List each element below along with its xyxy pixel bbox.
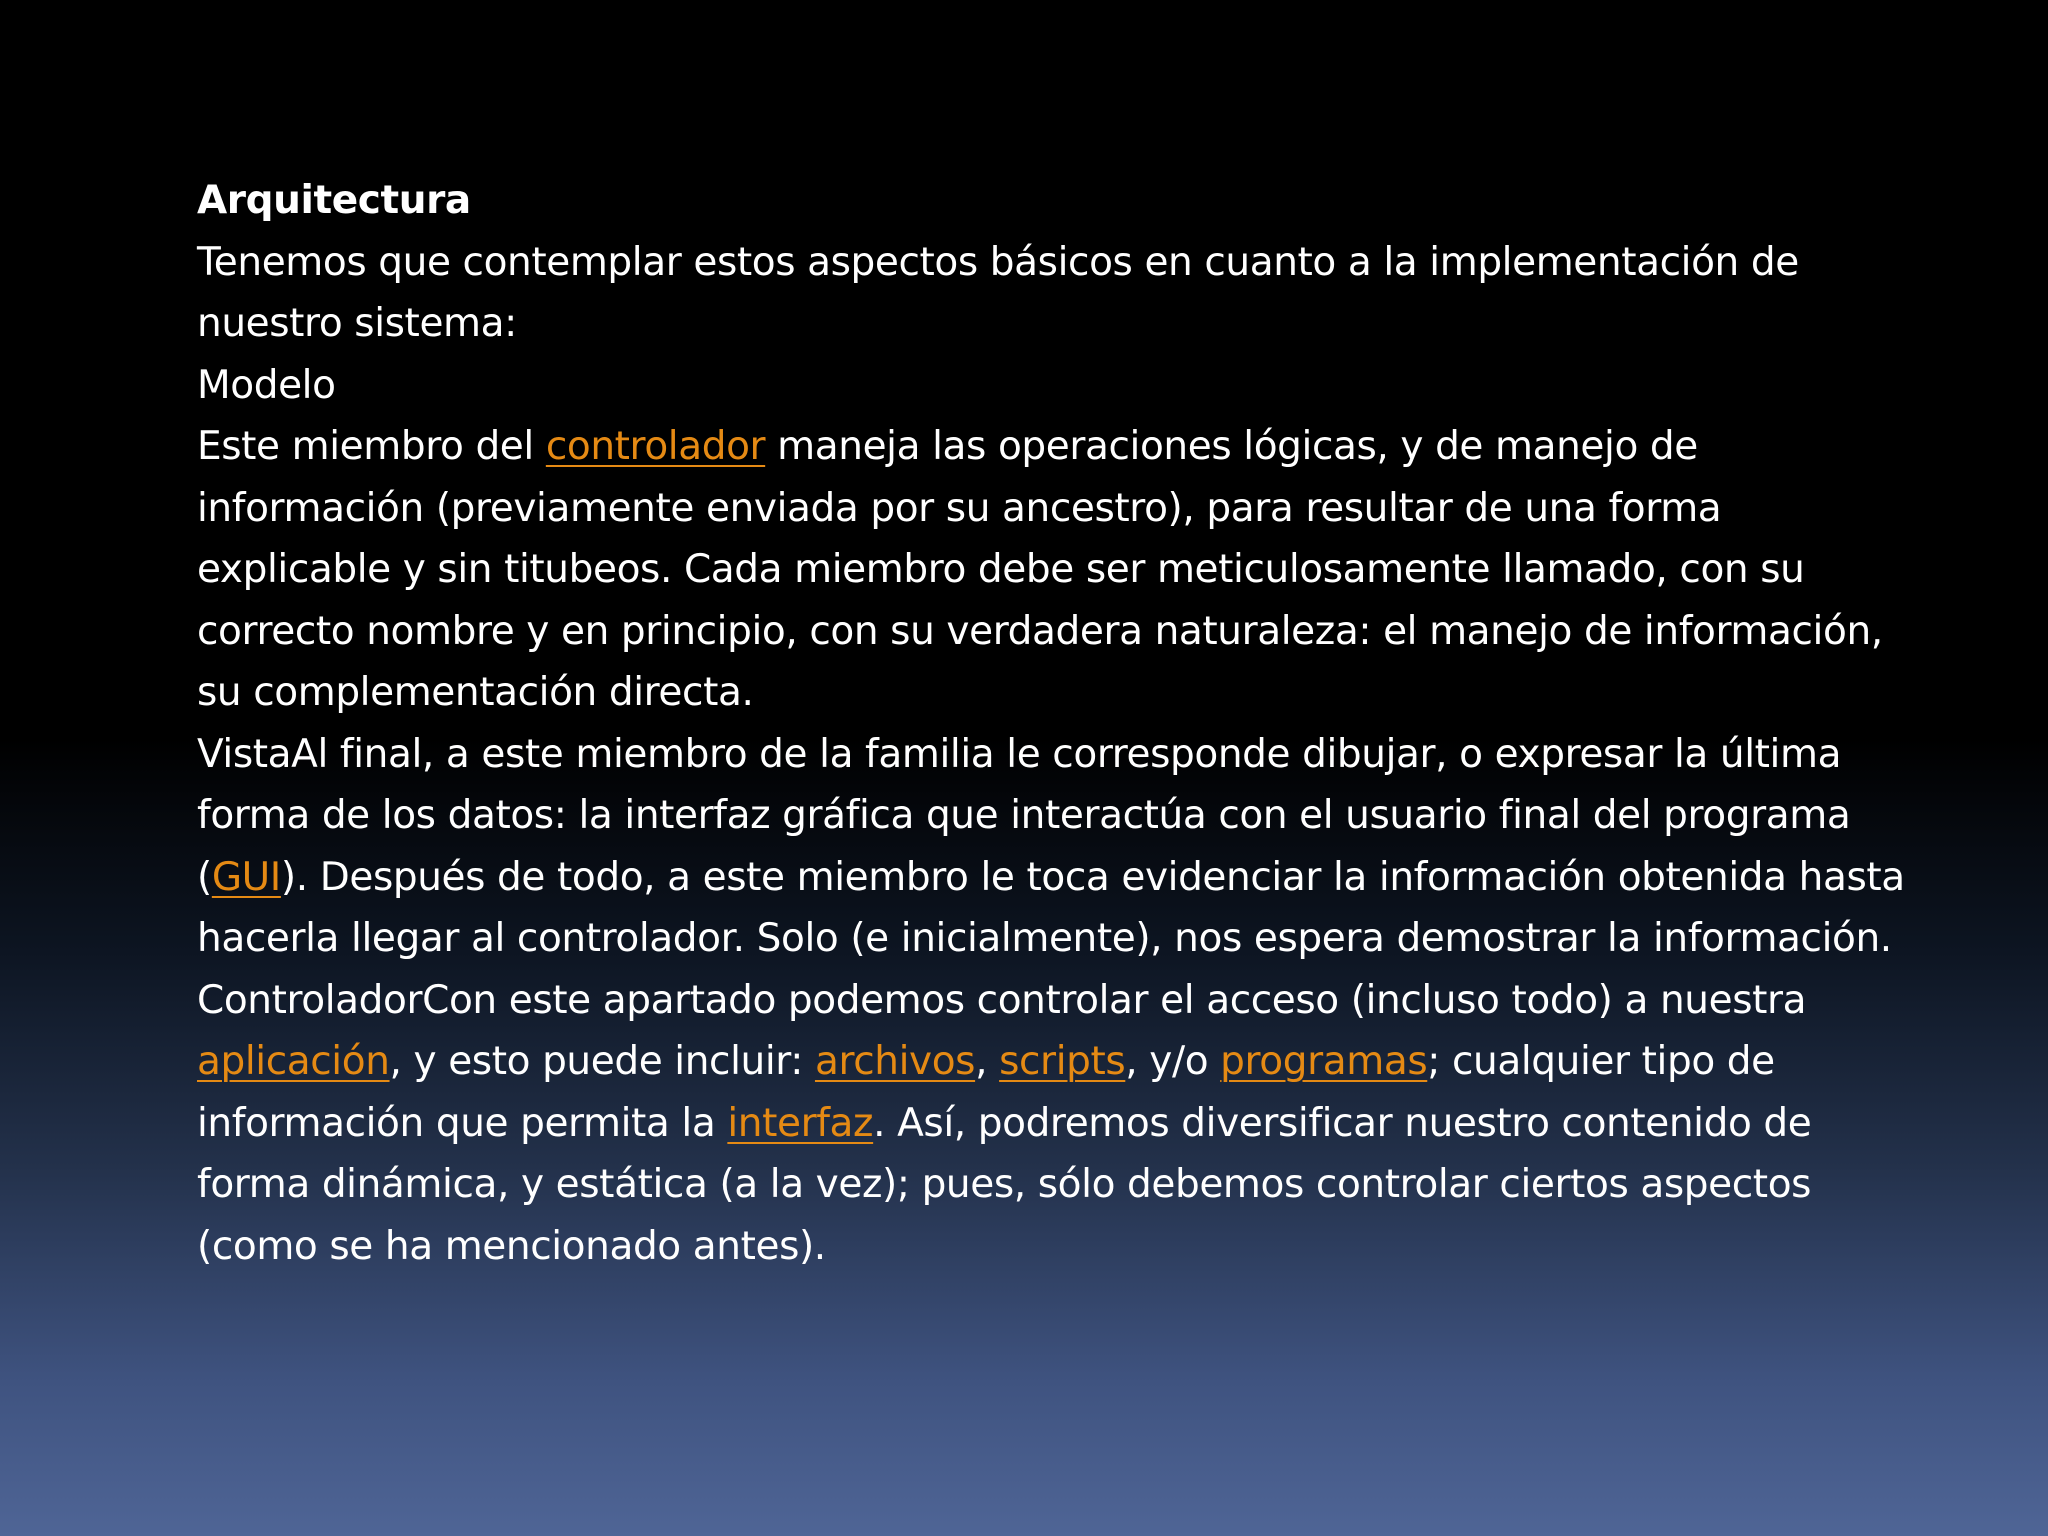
modelo-paragraph [197, 416, 1917, 724]
aplicacion-link[interactable]: aplicación [197, 1039, 390, 1084]
controlador-text-2: , y esto puede incluir: [389, 1039, 815, 1084]
modelo-heading: Modelo [197, 362, 336, 408]
controlador-text-1: ControladorCon este apartado podemos controlar el acceso (incluso todo) a nuestra [197, 977, 1807, 1023]
slide-title: Arquitectura [197, 178, 471, 223]
programas-link[interactable]: programas [1220, 1039, 1428, 1084]
controlador-link[interactable]: controlador [545, 424, 766, 469]
controlador-text-6: . Así, podremos diversificar nuestro contenido de forma dinámica, y estática (a la vez); pues, sólo debemos controlar ciertos aspectos (como se ha mencionado antes). [197, 1100, 1812, 1269]
controlador-text-3: , [975, 1039, 1000, 1084]
slide-body [197, 170, 1917, 1277]
modelo-text-2: maneja las operaciones lógicas, y de manejo de información (previamente enviada por su ancestro), para resultar de una forma explicable y sin titubeos. Cada miembro debe ser meticulosamente llamado, con su correcto nombre y en principio, con su verdadera naturaleza: el manejo de información, su complementación directa. [197, 424, 1883, 715]
controlador-paragraph [197, 970, 1917, 1278]
gui-link[interactable]: GUI [211, 854, 281, 900]
intro-text: Tenemos que contemplar estos aspectos básicos en cuanto a la implementación de nuestro sistema: [197, 239, 1799, 346]
controlador-text-4: , y/o [1125, 1039, 1221, 1084]
modelo-text-1: Este miembro del [197, 424, 546, 469]
archivos-link[interactable]: archivos [814, 1039, 976, 1084]
vista-paragraph [197, 724, 1917, 970]
intro-paragraph [197, 232, 1917, 355]
interfaz-link[interactable]: interfaz [727, 1100, 874, 1146]
scripts-link[interactable]: scripts [999, 1039, 1126, 1084]
vista-text-2: ). Después de todo, a este miembro le toca evidenciar la información obtenida hasta hacerla llegar al controlador. Solo (e inicialmente), nos espera demostrar la información. [197, 854, 1905, 961]
controlador-text-5: ; cualquier tipo de información que permita la [197, 1039, 1775, 1146]
vista-text-1: VistaAl final, a este miembro de la familia le corresponde dibujar, o expresar la última forma de los datos: la interfaz gráfica que interactúa con el usuario final del programa ( [197, 731, 1851, 900]
